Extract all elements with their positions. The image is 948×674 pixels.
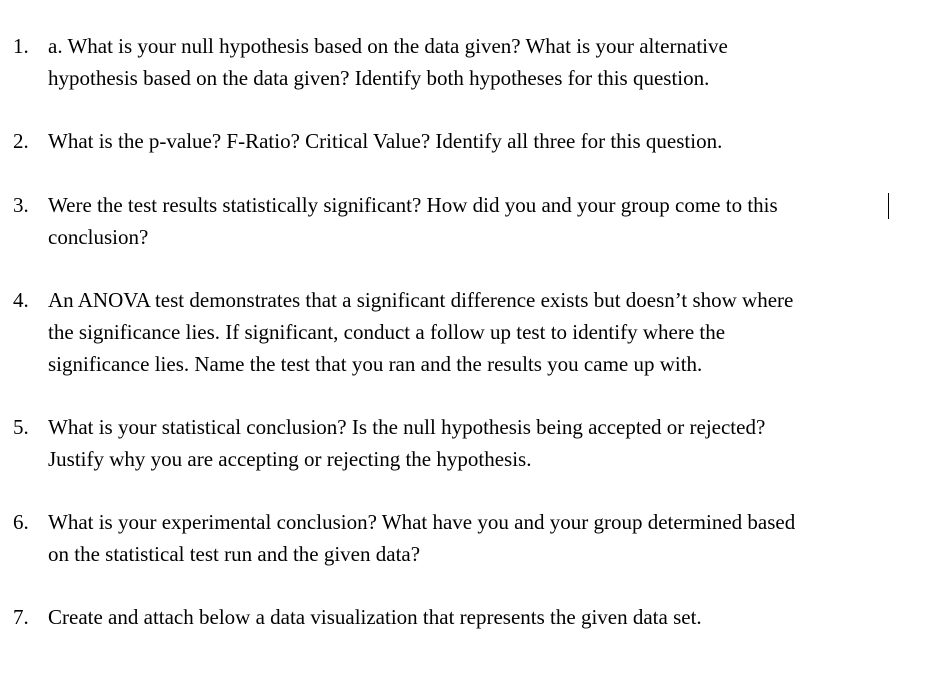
question-text-line: significance lies. Name the test that you ran and the results you came up with.	[48, 352, 703, 376]
question-text-line: Were the test results statistically significant? How did you and your group come to this	[48, 193, 778, 217]
question-number: 6.	[13, 510, 29, 534]
question-text-line: What is your statistical conclusion? Is the null hypothesis being accepted or rejected?	[48, 415, 766, 439]
question-text-line: What is the p-value? F-Ratio? Critical Value? Identify all three for this question.	[48, 129, 723, 153]
question-text-line: Justify why you are accepting or rejecting the hypothesis.	[48, 447, 532, 471]
question-number: 2.	[13, 129, 29, 153]
question-text-line: the significance lies. If significant, conduct a follow up test to identify where the	[48, 320, 726, 344]
question-number: 5.	[13, 415, 29, 439]
question-text-line: conclusion?	[48, 225, 149, 249]
question-text-line: on the statistical test run and the given data?	[48, 542, 421, 566]
question-text-line: hypothesis based on the data given? Identify both hypotheses for this question.	[48, 66, 710, 90]
question-number: 3.	[13, 193, 29, 217]
question-text-line: a. What is your null hypothesis based on the data given? What is your alternative	[48, 34, 728, 58]
question-text-line: An ANOVA test demonstrates that a significant difference exists but doesn’t show where	[48, 288, 794, 312]
question-number: 1.	[13, 34, 29, 58]
question-text-line: What is your experimental conclusion? What have you and your group determined based	[48, 510, 796, 534]
text-cursor	[888, 193, 889, 219]
question-number: 4.	[13, 288, 29, 312]
question-text-line: Create and attach below a data visualization that represents the given data set.	[48, 605, 702, 629]
question-number: 7.	[13, 605, 29, 629]
